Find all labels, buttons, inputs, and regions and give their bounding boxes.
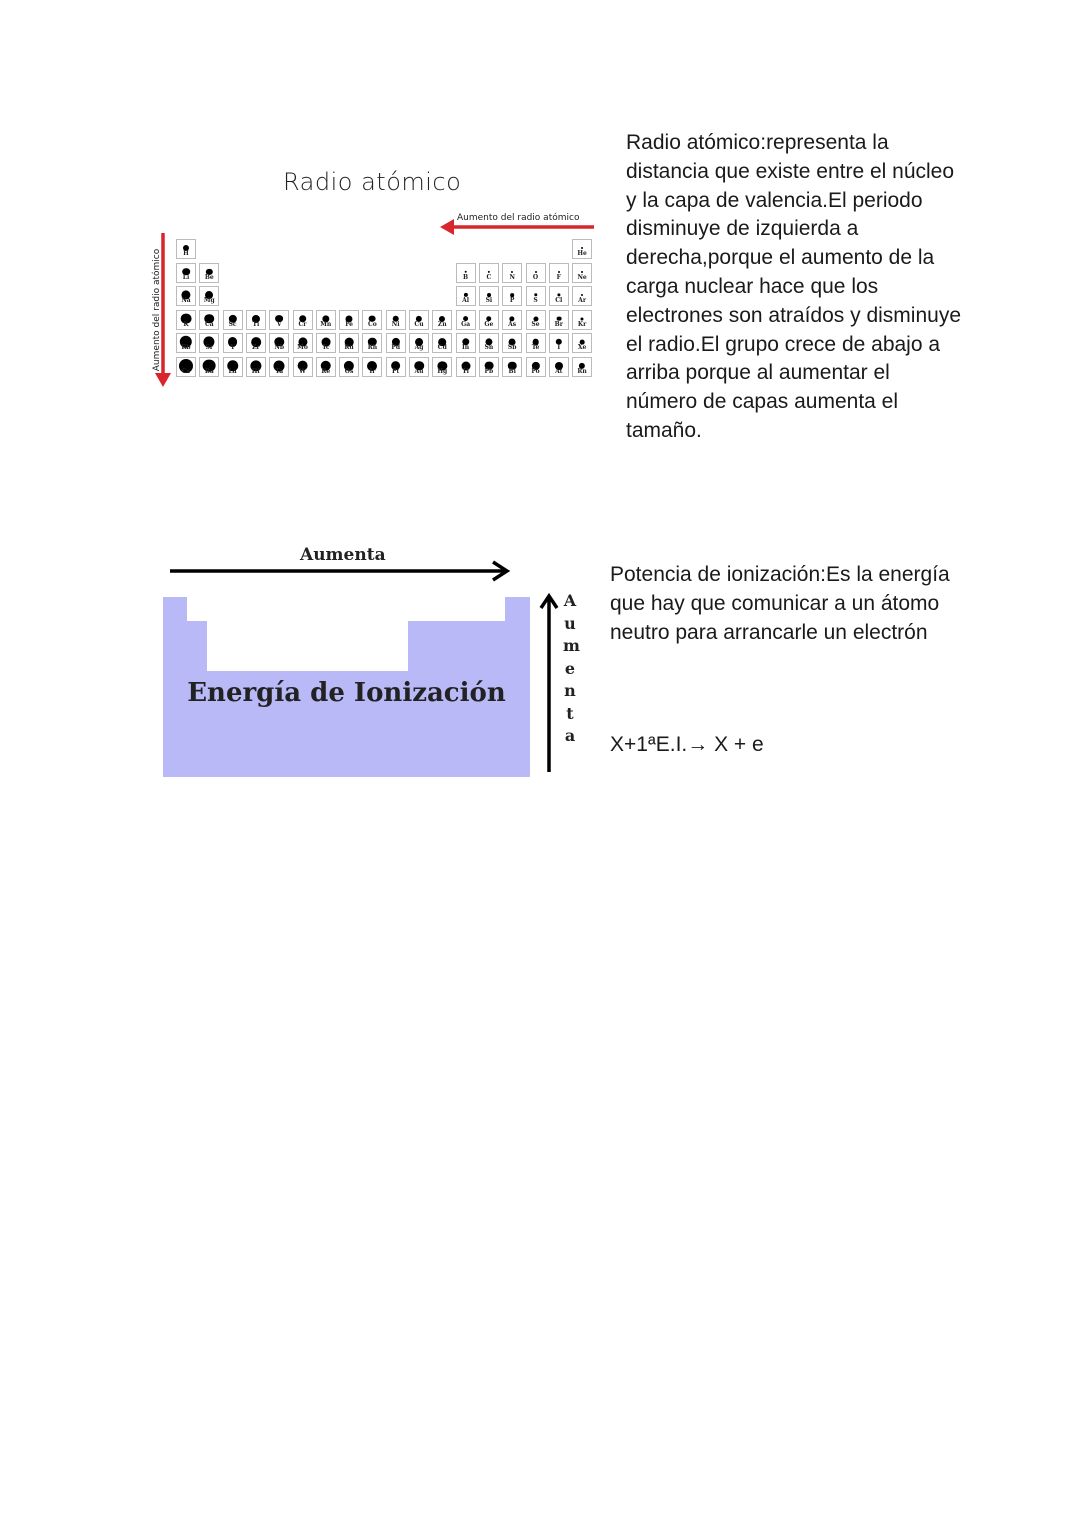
element-cell: [502, 310, 522, 330]
atom-dot-icon: [511, 270, 513, 272]
element-symbol: Be: [204, 273, 214, 281]
element-symbol: Cl: [555, 297, 563, 304]
element-symbol: Pb: [484, 367, 494, 375]
element-cell: [526, 357, 546, 377]
element-cell: [176, 310, 196, 330]
element-symbol: B: [463, 273, 469, 281]
element-symbol: Hf: [251, 367, 261, 375]
element-symbol: At: [555, 367, 563, 375]
element-cell: [316, 357, 336, 377]
element-symbol: Sb: [507, 344, 517, 351]
element-symbol: H: [183, 250, 189, 257]
element-symbol: Ne: [577, 273, 587, 281]
atom-dot-icon: [464, 270, 467, 273]
element-symbol: Pd: [391, 344, 401, 351]
element-cell: [362, 310, 382, 330]
atomic-radius-title: Radio atómico: [283, 168, 462, 196]
element-cell: [432, 357, 452, 377]
element-cell: [223, 333, 243, 353]
element-cell: [572, 310, 592, 330]
element-cell: [293, 357, 313, 377]
ionization-label: Energía de Ionización: [187, 678, 506, 708]
element-cell: [246, 310, 266, 330]
element-symbol: Os: [344, 367, 354, 375]
element-symbol: Cr: [298, 320, 307, 328]
element-cell: [456, 286, 476, 306]
vertical-arrow-label: Aumento del radio atómico: [152, 248, 162, 372]
element-symbol: Ir: [369, 367, 376, 375]
element-symbol: Re: [321, 367, 331, 375]
horizontal-arrow-label: Aumento del radio atómico: [457, 213, 580, 223]
element-cell: [409, 310, 429, 330]
element-symbol: K: [183, 320, 189, 328]
element-symbol: Ag: [414, 344, 424, 351]
element-cell: [526, 263, 546, 283]
element-cell: [549, 263, 569, 283]
top-arrow-label: Aumenta: [300, 545, 386, 565]
element-cell: [199, 263, 219, 283]
element-cell: [526, 333, 546, 353]
atom-dot-icon: [558, 271, 560, 273]
element-cell: [549, 357, 569, 377]
element-symbol: La: [228, 367, 237, 375]
element-symbol: Tl: [462, 367, 469, 375]
element-cell: [362, 333, 382, 353]
element-symbol: Ba: [204, 367, 214, 375]
element-symbol: Nb: [274, 344, 285, 351]
element-cell: [432, 333, 452, 353]
element-symbol: Mn: [320, 320, 332, 328]
element-symbol: Mo: [297, 344, 308, 351]
element-symbol: C: [486, 273, 492, 281]
element-cell: [572, 357, 592, 377]
element-symbol: Zn: [437, 320, 447, 328]
element-symbol: Cd: [437, 344, 447, 351]
element-cell: [572, 239, 592, 259]
atomic-radius-description: Radio atómico:representa la distancia que existe entre el núcleo y la capa de valencia.El periodo disminuye de izquierda a derecha,porque el aumento de la carga nuclear hace que los electrones son atraídos y disminuye el radio.El grupo crece de abajo a arriba porque al aumentar el número de capas aumenta el tamaño.: [626, 131, 962, 442]
element-symbol: Na: [181, 297, 191, 304]
element-cell: [386, 357, 406, 377]
element-symbol: Sc: [228, 320, 237, 328]
element-cell: [246, 333, 266, 353]
element-cell: [339, 357, 359, 377]
element-cell: [176, 333, 196, 353]
atom-dot-icon: [488, 270, 490, 272]
element-cell: [409, 333, 429, 353]
element-cell: [176, 286, 196, 306]
element-cell: [456, 357, 476, 377]
element-symbol: He: [577, 250, 587, 257]
element-symbol: Rh: [367, 344, 378, 351]
element-cell: [479, 286, 499, 306]
element-cell: [176, 357, 196, 377]
element-symbol: Bi: [508, 367, 516, 375]
element-cell: [549, 310, 569, 330]
element-cell: [386, 310, 406, 330]
element-cell: [199, 310, 219, 330]
element-cell: [199, 357, 219, 377]
element-symbol: Al: [462, 297, 470, 304]
element-cell: [223, 357, 243, 377]
element-cell: [432, 310, 452, 330]
element-cell: [456, 310, 476, 330]
element-symbol: Sn: [484, 344, 494, 351]
element-symbol: Cs: [181, 367, 191, 375]
element-cell: [549, 286, 569, 306]
element-cell: [339, 310, 359, 330]
element-cell: [176, 263, 196, 283]
element-symbol: Si: [485, 297, 493, 304]
element-symbol: Tc: [322, 344, 330, 351]
element-symbol: Rn: [577, 367, 587, 375]
element-symbol: Cu: [414, 320, 424, 328]
element-cell: [456, 333, 476, 353]
element-symbol: P: [509, 297, 515, 304]
element-symbol: Se: [531, 320, 540, 328]
element-cell: [269, 310, 289, 330]
atom-dot-icon: [581, 247, 583, 249]
element-cell: [246, 357, 266, 377]
element-symbol: Fe: [345, 320, 353, 328]
element-symbol: Ge: [484, 320, 494, 328]
element-symbol: I: [557, 344, 561, 351]
element-symbol: Y: [230, 344, 235, 351]
element-cell: [223, 310, 243, 330]
up-arrow-icon: [541, 596, 557, 772]
element-cell: [549, 333, 569, 353]
element-symbol: Ni: [391, 320, 400, 328]
element-cell: [339, 333, 359, 353]
element-symbol: Ru: [344, 344, 354, 351]
element-symbol: Ti: [252, 320, 260, 328]
element-cell: [293, 333, 313, 353]
element-symbol: Hg: [437, 367, 448, 375]
element-symbol: Kr: [577, 320, 587, 328]
element-symbol: Mg: [203, 297, 215, 304]
element-symbol: As: [508, 320, 517, 328]
element-cell: [199, 286, 219, 306]
element-cell: [362, 357, 382, 377]
element-symbol: S: [533, 297, 538, 304]
element-symbol: Rb: [181, 344, 191, 351]
down-arrow-icon: [155, 233, 171, 387]
element-cell: [316, 333, 336, 353]
element-cell: [293, 310, 313, 330]
element-symbol: Xe: [577, 344, 587, 351]
element-symbol: W: [299, 367, 306, 375]
left-arrow-icon: [440, 219, 594, 235]
element-symbol: Ta: [275, 367, 284, 375]
element-cell: [502, 357, 522, 377]
element-cell: [572, 333, 592, 353]
element-symbol: Li: [182, 273, 190, 281]
element-symbol: Au: [414, 367, 424, 375]
ionization-description: Potencia de ionización:Es la energía que hay que comunicar a un átomo neutro para arrancarle un electrón: [610, 563, 950, 644]
side-arrow-label: A u m e n t a: [563, 591, 580, 745]
element-cell: [479, 333, 499, 353]
element-cell: [176, 239, 196, 259]
element-symbol: Zr: [252, 344, 260, 351]
atom-dot-icon: [581, 271, 583, 273]
element-cell: [526, 310, 546, 330]
element-symbol: Ga: [461, 320, 471, 328]
atom-dot-icon: [535, 271, 537, 273]
element-symbol: Co: [368, 320, 377, 328]
element-symbol: Te: [531, 344, 540, 351]
element-symbol: Sr: [205, 344, 214, 351]
element-cell: [502, 333, 522, 353]
ionization-equation: X+1ªE.I.→ X + e: [610, 733, 764, 756]
element-symbol: O: [532, 273, 539, 281]
element-cell: [526, 286, 546, 306]
element-cell: [269, 357, 289, 377]
element-cell: [199, 333, 219, 353]
element-cell: [456, 263, 476, 283]
element-cell: [479, 310, 499, 330]
element-symbol: Ca: [204, 320, 214, 328]
element-symbol: Pt: [392, 367, 400, 375]
element-symbol: F: [556, 273, 561, 281]
element-cell: [479, 263, 499, 283]
element-cell: [269, 333, 289, 353]
element-symbol: Ar: [578, 297, 586, 304]
element-cell: [479, 357, 499, 377]
element-symbol: V: [276, 320, 282, 328]
element-cell: [572, 286, 592, 306]
element-cell: [409, 357, 429, 377]
element-cell: [316, 310, 336, 330]
atom-dot-icon: [581, 294, 583, 296]
element-cell: [572, 263, 592, 283]
element-symbol: N: [509, 273, 515, 281]
element-cell: [386, 333, 406, 353]
element-cell: [502, 263, 522, 283]
element-cell: [502, 286, 522, 306]
element-symbol: Br: [554, 320, 563, 328]
element-symbol: Po: [531, 367, 540, 375]
element-symbol: In: [462, 344, 470, 351]
